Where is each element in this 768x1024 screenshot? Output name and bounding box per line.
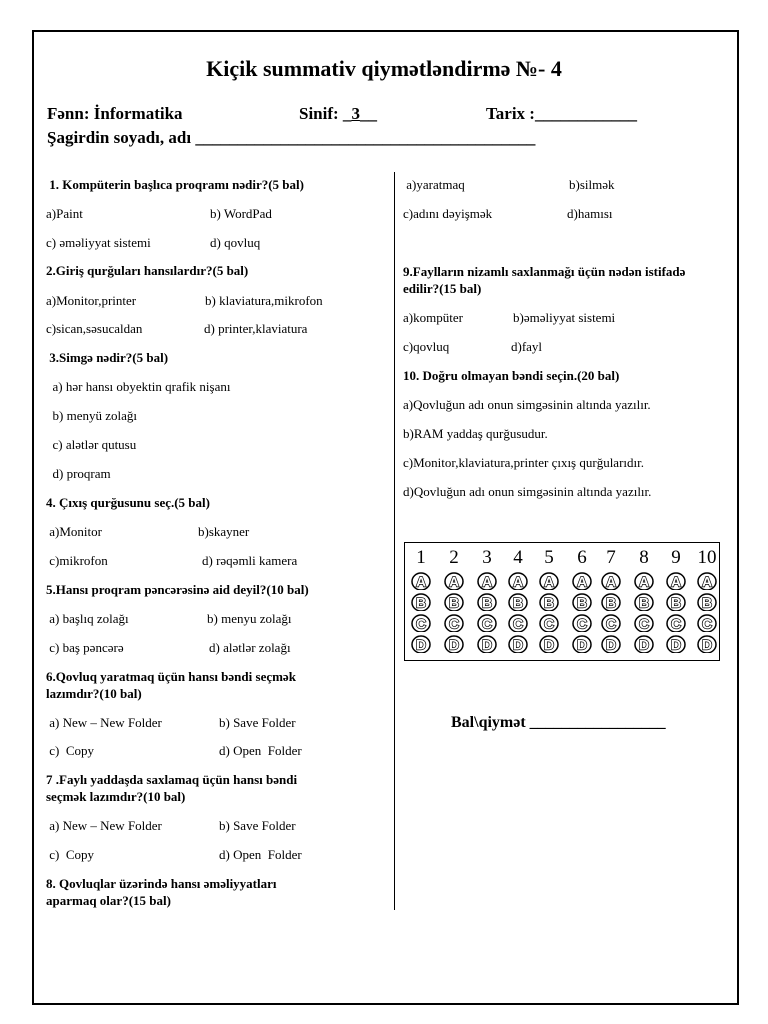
answer-column bbox=[693, 543, 721, 659]
bubble-letter: C bbox=[415, 615, 427, 632]
bubble-letter: D bbox=[512, 636, 524, 653]
answer-bubble[interactable] bbox=[666, 572, 686, 590]
bubble-letter: D bbox=[576, 636, 588, 653]
answer-bubble[interactable] bbox=[572, 572, 592, 590]
bubble-letter: A bbox=[415, 573, 427, 590]
bubble-letter: D bbox=[415, 636, 427, 653]
bubble-letter: A bbox=[670, 573, 682, 590]
bubble-letter: A bbox=[448, 573, 460, 590]
question-text: 6.Qovluq yaratmaq üçün hansı bəndi seçmək bbox=[46, 669, 296, 684]
answer-bubble[interactable] bbox=[539, 614, 559, 632]
subject-label: Fənn: İnformatika bbox=[47, 104, 183, 123]
answer-option: d) Open Folder bbox=[219, 847, 302, 862]
answer-option: c)mikrofon bbox=[46, 553, 108, 568]
question-number: 3 bbox=[482, 547, 492, 568]
answer-bubble[interactable] bbox=[477, 635, 497, 653]
page-title: Kiçik summativ qiymətləndirmə №- 4 bbox=[206, 56, 562, 81]
question-text: 1. Kompüterin başlıca proqramı nədir?(5 bal) bbox=[46, 177, 304, 192]
answer-column bbox=[662, 543, 690, 659]
answer-option: a)yaratmaq bbox=[403, 177, 465, 192]
answer-column bbox=[407, 543, 435, 659]
bubble-letter: B bbox=[512, 594, 524, 611]
answer-option: b) Save Folder bbox=[219, 715, 296, 730]
answer-option: c) alətlər qutusu bbox=[46, 437, 137, 452]
answer-option: a) New – New Folder bbox=[46, 818, 162, 833]
question-text: aparmaq olar?(15 bal) bbox=[46, 893, 171, 908]
question-text: 10. Doğru olmayan bəndi seçin.(20 bal) bbox=[403, 368, 620, 383]
answer-option: b) menyu zolağı bbox=[207, 611, 292, 626]
answer-bubble[interactable] bbox=[666, 593, 686, 611]
question-text: 5.Hansı proqram pəncərəsinə aid deyil?(10 bal) bbox=[46, 582, 309, 597]
question-number: 10 bbox=[697, 547, 717, 568]
answer-bubble[interactable] bbox=[666, 614, 686, 632]
bubble-letter: C bbox=[701, 615, 713, 632]
question-text: 9.Faylların nizamlı saxlanmağı üçün nədən istifadə bbox=[403, 264, 686, 279]
answer-bubble[interactable] bbox=[697, 614, 717, 632]
answer-column bbox=[535, 543, 563, 659]
bubble-letter: C bbox=[638, 615, 650, 632]
answer-bubble[interactable] bbox=[411, 593, 431, 611]
answer-bubble[interactable] bbox=[539, 635, 559, 653]
answer-option: d) proqram bbox=[46, 466, 111, 481]
bubble-letter: C bbox=[448, 615, 460, 632]
bubble-letter: A bbox=[638, 573, 650, 590]
answer-column bbox=[630, 543, 658, 659]
answer-option: a) hər hansı obyektin qrafik nişanı bbox=[46, 379, 231, 394]
class-value: 3 bbox=[351, 104, 360, 123]
bubble-letter: A bbox=[512, 573, 524, 590]
answer-bubble[interactable] bbox=[634, 593, 654, 611]
bubble-letter: D bbox=[670, 636, 682, 653]
bubble-letter: A bbox=[605, 573, 617, 590]
bubble-letter: D bbox=[543, 636, 555, 653]
answer-bubble[interactable] bbox=[601, 635, 621, 653]
answer-option: c) Copy bbox=[46, 743, 95, 758]
answer-option: d)Qovluğun adı onun simgəsinin altında yazılır. bbox=[403, 484, 652, 499]
bubble-letter: A bbox=[481, 573, 493, 590]
answer-option: d) Open Folder bbox=[219, 743, 302, 758]
answer-option: b) menyü zolağı bbox=[46, 408, 137, 423]
answer-bubble[interactable] bbox=[697, 593, 717, 611]
bubble-letter: C bbox=[512, 615, 524, 632]
bubble-letter: C bbox=[543, 615, 555, 632]
bubble-letter: D bbox=[701, 636, 713, 653]
answer-option: c)Monitor,klaviatura,printer çıxış qurğularıdır. bbox=[403, 455, 644, 470]
answer-column bbox=[440, 543, 468, 659]
answer-column bbox=[473, 543, 501, 659]
question-number: 1 bbox=[416, 547, 426, 568]
answer-option: b)silmək bbox=[569, 177, 615, 192]
answer-bubble[interactable] bbox=[572, 593, 592, 611]
bubble-letter: A bbox=[701, 573, 713, 590]
answer-bubble[interactable] bbox=[601, 593, 621, 611]
column-divider bbox=[394, 172, 395, 910]
answer-option: a) başlıq zolağı bbox=[46, 611, 129, 626]
answer-bubble[interactable] bbox=[411, 635, 431, 653]
bubble-letter: D bbox=[481, 636, 493, 653]
bubble-letter: B bbox=[638, 594, 650, 611]
answer-option: d) qovluq bbox=[210, 235, 261, 250]
answer-option: b)əməliyyat sistemi bbox=[513, 310, 616, 325]
class-field bbox=[299, 104, 377, 124]
answer-bubble[interactable] bbox=[508, 593, 528, 611]
bubble-letter: B bbox=[448, 594, 460, 611]
answer-column bbox=[568, 543, 596, 659]
question-number: 4 bbox=[513, 547, 523, 568]
answer-bubble[interactable] bbox=[411, 572, 431, 590]
answer-bubble[interactable] bbox=[634, 635, 654, 653]
date-field: Tarix :____________ bbox=[486, 104, 637, 123]
question-text: seçmək lazımdır?(10 bal) bbox=[46, 789, 186, 804]
bubble-letter: C bbox=[576, 615, 588, 632]
student-name-field: Şagirdin soyadı, adı ________________________________________ bbox=[47, 128, 536, 147]
question-number: 5 bbox=[544, 547, 554, 568]
answer-bubble[interactable] bbox=[572, 635, 592, 653]
answer-option: a)Qovluğun adı onun simgəsinin altında yazılır. bbox=[403, 397, 651, 412]
answer-option: c) əməliyyat sistemi bbox=[46, 235, 151, 250]
answer-bubble[interactable] bbox=[634, 614, 654, 632]
bubble-letter: D bbox=[638, 636, 650, 653]
answer-option: c)qovluq bbox=[403, 339, 450, 354]
bubble-letter: B bbox=[415, 594, 427, 611]
answer-option: a)Monitor bbox=[46, 524, 102, 539]
answer-option: c)sican,səsucaldan bbox=[46, 321, 143, 336]
question-text: lazımdır?(10 bal) bbox=[46, 686, 142, 701]
answer-option: a)Paint bbox=[46, 206, 83, 221]
answer-bubble[interactable] bbox=[477, 572, 497, 590]
answer-bubble[interactable] bbox=[444, 614, 464, 632]
question-number: 6 bbox=[577, 547, 587, 568]
answer-option: a)Monitor,printer bbox=[46, 293, 137, 308]
bubble-letter: D bbox=[605, 636, 617, 653]
answer-bubble[interactable] bbox=[477, 614, 497, 632]
answer-bubble[interactable] bbox=[411, 614, 431, 632]
answer-option: d) rəqəmli kamera bbox=[202, 553, 298, 568]
answer-bubble[interactable] bbox=[601, 614, 621, 632]
answer-option: c)adını dəyişmək bbox=[403, 206, 493, 221]
answer-bubble[interactable] bbox=[508, 635, 528, 653]
question-text: edilir?(15 bal) bbox=[403, 281, 482, 296]
answer-option: b) WordPad bbox=[210, 206, 272, 221]
bubble-letter: B bbox=[576, 594, 588, 611]
answer-option: b)RAM yaddaş qurğusudur. bbox=[403, 426, 548, 441]
question-text: 8. Qovluqlar üzərində hansı əməliyyatları bbox=[46, 876, 277, 891]
question-text: 2.Giriş qurğuları hansılardır?(5 bal) bbox=[46, 263, 249, 278]
question-text: 7 .Faylı yaddaşda saxlamaq üçün hansı bəndi bbox=[46, 772, 298, 787]
answer-bubble[interactable] bbox=[697, 635, 717, 653]
question-number: 9 bbox=[671, 547, 681, 568]
bubble-letter: B bbox=[543, 594, 555, 611]
answer-bubble[interactable] bbox=[539, 572, 559, 590]
question-number: 2 bbox=[449, 547, 459, 568]
score-field: Bal\qiymət _________________ bbox=[451, 714, 666, 731]
answer-bubble[interactable] bbox=[444, 572, 464, 590]
answer-option: b) klaviatura,mikrofon bbox=[205, 293, 323, 308]
question-text: 3.Simgə nədir?(5 bal) bbox=[46, 350, 169, 365]
answer-bubble[interactable] bbox=[477, 593, 497, 611]
question-text: 4. Çıxış qurğusunu seç.(5 bal) bbox=[46, 495, 210, 510]
answer-option: d)fayl bbox=[511, 339, 543, 354]
bubble-letter: D bbox=[448, 636, 460, 653]
answer-bubble[interactable] bbox=[697, 572, 717, 590]
answer-bubble[interactable] bbox=[508, 572, 528, 590]
bubble-letter: B bbox=[670, 594, 682, 611]
answer-grid bbox=[404, 542, 720, 661]
bubble-letter: A bbox=[543, 573, 555, 590]
answer-bubble[interactable] bbox=[539, 593, 559, 611]
class-prefix: Sinif: _ bbox=[299, 104, 352, 123]
answer-bubble[interactable] bbox=[666, 635, 686, 653]
bubble-letter: C bbox=[605, 615, 617, 632]
answer-option: b) Save Folder bbox=[219, 818, 296, 833]
question-number: 8 bbox=[639, 547, 649, 568]
answer-column bbox=[597, 543, 625, 659]
answer-option: c) Copy bbox=[46, 847, 95, 862]
answer-option: d) printer,klaviatura bbox=[204, 321, 308, 336]
answer-bubble[interactable] bbox=[444, 593, 464, 611]
answer-bubble[interactable] bbox=[572, 614, 592, 632]
answer-option: d) alətlər zolağı bbox=[209, 640, 291, 655]
answer-bubble[interactable] bbox=[601, 572, 621, 590]
bubble-letter: B bbox=[701, 594, 713, 611]
answer-bubble[interactable] bbox=[508, 614, 528, 632]
bubble-letter: C bbox=[670, 615, 682, 632]
answer-option: d)hamısı bbox=[567, 206, 613, 221]
answer-option: a)kompüter bbox=[403, 310, 463, 325]
bubble-letter: B bbox=[605, 594, 617, 611]
answer-option: b)skayner bbox=[198, 524, 250, 539]
bubble-letter: B bbox=[481, 594, 493, 611]
answer-column bbox=[504, 543, 532, 659]
question-number: 7 bbox=[606, 547, 616, 568]
answer-option: a) New – New Folder bbox=[46, 715, 162, 730]
class-suffix: __ bbox=[359, 104, 377, 123]
answer-option: c) baş pəncərə bbox=[46, 640, 124, 655]
answer-bubble[interactable] bbox=[634, 572, 654, 590]
answer-bubble[interactable] bbox=[444, 635, 464, 653]
bubble-letter: A bbox=[576, 573, 588, 590]
bubble-letter: C bbox=[481, 615, 493, 632]
